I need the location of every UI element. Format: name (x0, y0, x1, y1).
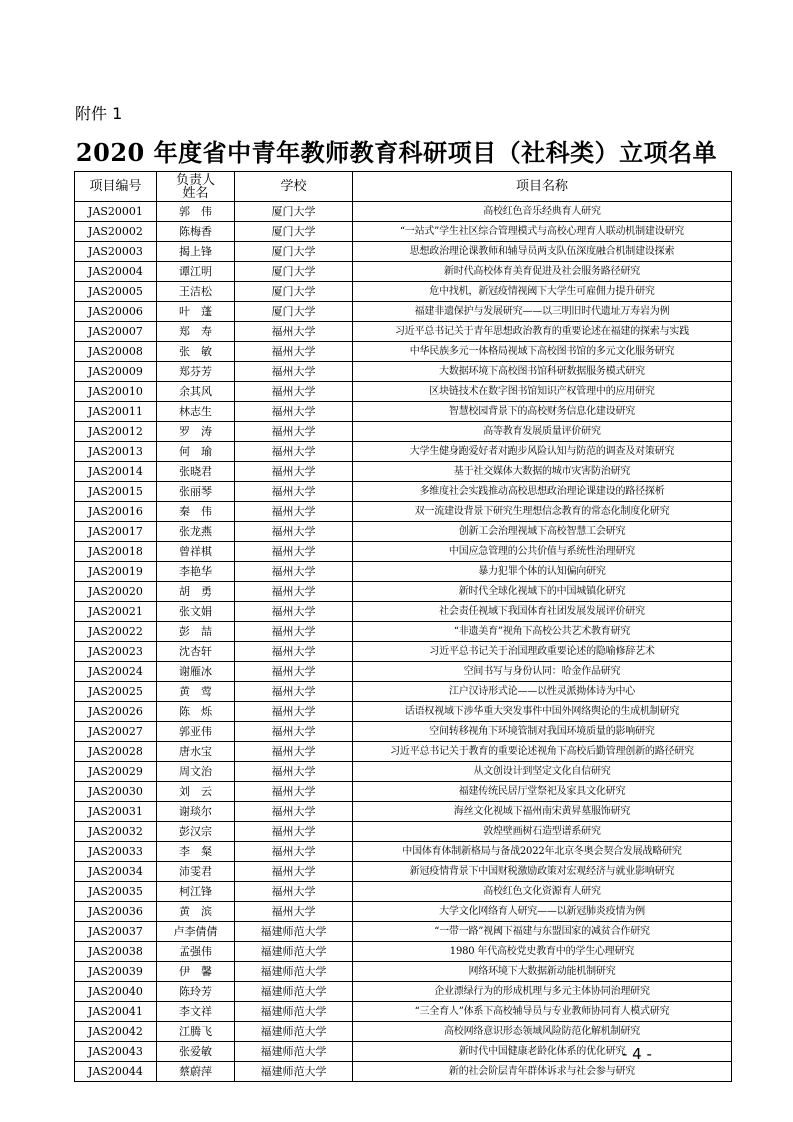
table-row (75, 642, 732, 662)
table-row (75, 942, 732, 962)
project-title-cell: 高等教育发展质量评价研究 (353, 422, 732, 442)
project-title-cell: 基于社交媒体大数据的城市灾害防治研究 (353, 462, 732, 482)
leader-name-cell: 张晓君 (157, 462, 235, 482)
school-cell: 福州大学 (235, 602, 353, 622)
project-title-cell: 新冠疫情背景下中国财税激励政策对宏观经济与就业影响研究 (353, 862, 732, 882)
school-cell: 福州大学 (235, 702, 353, 722)
leader-name-cell: 沈杏轩 (157, 642, 235, 662)
school-cell: 福州大学 (235, 682, 353, 702)
project-id-cell: JAS20026 (75, 702, 157, 722)
project-title-cell: 高校红色音乐经典育人研究 (353, 202, 732, 222)
project-title-cell: 从文创设计到坚定文化自信研究 (353, 762, 732, 782)
leader-name-cell: 黄 滨 (157, 902, 235, 922)
project-id-cell: JAS20001 (75, 202, 157, 222)
table-row (75, 502, 732, 522)
leader-name-cell: 张 敏 (157, 342, 235, 362)
project-title-cell: 中国应急管理的公共价值与系统性治理研究 (353, 542, 732, 562)
school-cell: 厦门大学 (235, 222, 353, 242)
project-title-cell: 习近平总书记关于治国理政重要论述的隐喻修辞艺术 (353, 642, 732, 662)
school-cell: 福州大学 (235, 742, 353, 762)
project-title-cell: “一站式”学生社区综合管理模式与高校心理育人联动机制建设研究 (353, 222, 732, 242)
school-cell: 厦门大学 (235, 262, 353, 282)
table-row (75, 462, 732, 482)
school-cell: 福州大学 (235, 382, 353, 402)
project-id-cell: JAS20007 (75, 322, 157, 342)
table-row (75, 302, 732, 322)
table-row (75, 282, 732, 302)
leader-name-cell: 郭 伟 (157, 202, 235, 222)
leader-name-cell: 刘 云 (157, 782, 235, 802)
project-id-cell: JAS20018 (75, 542, 157, 562)
project-id-cell: JAS20005 (75, 282, 157, 302)
project-title-cell: 双一流建设背景下研究生理想信念教育的常态化制度化研究 (353, 502, 732, 522)
school-cell: 福州大学 (235, 422, 353, 442)
project-id-cell: JAS20011 (75, 402, 157, 422)
leader-name-cell: 揭上锋 (157, 242, 235, 262)
leader-name-cell: 张爱敏 (157, 1042, 235, 1062)
project-id-cell: JAS20015 (75, 482, 157, 502)
project-list-table (74, 171, 732, 1082)
project-title-cell: 网络环境下大数据新动能机制研究 (353, 962, 732, 982)
header-project-id: 项目编号 (75, 172, 157, 202)
school-cell: 福州大学 (235, 822, 353, 842)
leader-name-cell: 曾祥棋 (157, 542, 235, 562)
table-row (75, 422, 732, 442)
leader-name-cell: 伊 馨 (157, 962, 235, 982)
school-cell: 福建师范大学 (235, 962, 353, 982)
project-title-cell: 区块链技术在数字图书馆知识产权管理中的应用研究 (353, 382, 732, 402)
leader-name-cell: 谢雁冰 (157, 662, 235, 682)
table-header-row (75, 172, 732, 202)
project-id-cell: JAS20042 (75, 1022, 157, 1042)
project-title-cell: 智慧校园背景下的高校财务信息化建设研究 (353, 402, 732, 422)
table-row (75, 822, 732, 842)
table-row (75, 702, 732, 722)
table-row (75, 1022, 732, 1042)
table-row (75, 922, 732, 942)
project-id-cell: JAS20017 (75, 522, 157, 542)
school-cell: 福州大学 (235, 722, 353, 742)
project-id-cell: JAS20023 (75, 642, 157, 662)
leader-name-cell: 张丽琴 (157, 482, 235, 502)
page-number: - 4 - (622, 1045, 652, 1063)
project-id-cell: JAS20020 (75, 582, 157, 602)
school-cell: 福州大学 (235, 762, 353, 782)
project-id-cell: JAS20038 (75, 942, 157, 962)
project-id-cell: JAS20019 (75, 562, 157, 582)
project-id-cell: JAS20039 (75, 962, 157, 982)
table-row (75, 482, 732, 502)
project-title-cell: 暴力犯罪个体的认知偏向研究 (353, 562, 732, 582)
table-row (75, 522, 732, 542)
project-title-cell: 1980 年代高校党史教育中的学生心理研究 (353, 942, 732, 962)
school-cell: 福建师范大学 (235, 922, 353, 942)
table-row (75, 862, 732, 882)
project-id-cell: JAS20043 (75, 1042, 157, 1062)
table-row (75, 762, 732, 782)
leader-name-cell: 陈玲芳 (157, 982, 235, 1002)
project-id-cell: JAS20031 (75, 802, 157, 822)
project-id-cell: JAS20004 (75, 262, 157, 282)
school-cell: 福州大学 (235, 542, 353, 562)
project-title-cell: 创新工会治理视域下高校智慧工会研究 (353, 522, 732, 542)
leader-name-cell: 周文治 (157, 762, 235, 782)
project-title-cell: 新时代高校体育美育促进及社会服务路径研究 (353, 262, 732, 282)
leader-name-cell: 彭 喆 (157, 622, 235, 642)
leader-name-cell: 李艳华 (157, 562, 235, 582)
leader-name-cell: 陈 烁 (157, 702, 235, 722)
leader-name-cell: 李 粲 (157, 842, 235, 862)
leader-name-cell: 彭汉宗 (157, 822, 235, 842)
leader-name-cell: 郑芬芳 (157, 362, 235, 382)
project-id-cell: JAS20032 (75, 822, 157, 842)
project-title-cell: 习近平总书记关于青年思想政治教育的重要论述在福建的探索与实践 (353, 322, 732, 342)
project-title-cell: 社会责任视域下我国体育社团发展发展评价研究 (353, 602, 732, 622)
project-title-cell: 高校网络意识形态领域风险防范化解机制研究 (353, 1022, 732, 1042)
leader-name-cell: 李文祥 (157, 1002, 235, 1022)
header-school: 学校 (235, 172, 353, 202)
school-cell: 福州大学 (235, 322, 353, 342)
leader-name-cell: 林志生 (157, 402, 235, 422)
project-id-cell: JAS20036 (75, 902, 157, 922)
school-cell: 福州大学 (235, 622, 353, 642)
school-cell: 福州大学 (235, 842, 353, 862)
project-title-cell: 新时代中国健康老龄化体系的优化研究 (353, 1042, 732, 1062)
project-title-cell: “三全育人”体系下高校辅导员与专业教师协同育人模式研究 (353, 1002, 732, 1022)
project-title-cell: 话语权视域下涉华重大突发事件中国外网络舆论的生成机制研究 (353, 702, 732, 722)
project-title-cell: “非遗美育”视角下高校公共艺术教育研究 (353, 622, 732, 642)
project-id-cell: JAS20008 (75, 342, 157, 362)
table-row (75, 402, 732, 422)
table-row (75, 742, 732, 762)
header-project-title: 项目名称 (353, 172, 732, 202)
school-cell: 福建师范大学 (235, 1062, 353, 1082)
project-title-cell: 空间转移视角下环境管制对我国环境质量的影响研究 (353, 722, 732, 742)
project-id-cell: JAS20010 (75, 382, 157, 402)
leader-name-cell: 蔡蔚萍 (157, 1062, 235, 1082)
table-row (75, 882, 732, 902)
table-row (75, 962, 732, 982)
project-id-cell: JAS20021 (75, 602, 157, 622)
leader-name-cell: 柯江锋 (157, 882, 235, 902)
school-cell: 福州大学 (235, 482, 353, 502)
table-row (75, 382, 732, 402)
leader-name-cell: 叶 蓬 (157, 302, 235, 322)
school-cell: 福州大学 (235, 562, 353, 582)
project-title-cell: 福建传统民居厅堂祭祀及家具文化研究 (353, 782, 732, 802)
leader-name-cell: 谭江明 (157, 262, 235, 282)
school-cell: 福建师范大学 (235, 1002, 353, 1022)
school-cell: 福州大学 (235, 502, 353, 522)
project-id-cell: JAS20016 (75, 502, 157, 522)
table-row (75, 842, 732, 862)
table-row (75, 542, 732, 562)
school-cell: 厦门大学 (235, 302, 353, 322)
school-cell: 福州大学 (235, 402, 353, 422)
table-row (75, 582, 732, 602)
project-id-cell: JAS20024 (75, 662, 157, 682)
project-id-cell: JAS20013 (75, 442, 157, 462)
project-title-cell: 新时代全球化视域下的中国城镇化研究 (353, 582, 732, 602)
school-cell: 福建师范大学 (235, 1042, 353, 1062)
header-leader-name: 负责人 姓名 (157, 172, 235, 202)
project-id-cell: JAS20037 (75, 922, 157, 942)
leader-name-cell: 江腾飞 (157, 1022, 235, 1042)
school-cell: 福建师范大学 (235, 942, 353, 962)
project-title-cell: 福建非遗保护与发展研究——以三明旧时代遗址万寿岩为例 (353, 302, 732, 322)
project-id-cell: JAS20035 (75, 882, 157, 902)
project-title-cell: 敦煌壁画树石造型谱系研究 (353, 822, 732, 842)
table-row (75, 622, 732, 642)
project-id-cell: JAS20034 (75, 862, 157, 882)
table-row (75, 802, 732, 822)
table-row (75, 1002, 732, 1022)
project-title-cell: 中国体育体制新格局与备战2022年北京冬奥会契合发展战略研究 (353, 842, 732, 862)
project-id-cell: JAS20027 (75, 722, 157, 742)
leader-name-cell: 王洁松 (157, 282, 235, 302)
school-cell: 福州大学 (235, 462, 353, 482)
project-id-cell: JAS20033 (75, 842, 157, 862)
project-title-cell: 危中找机，新冠疫情视阈下大学生可雇佣力提升研究 (353, 282, 732, 302)
table-row (75, 442, 732, 462)
leader-name-cell: 郑 寿 (157, 322, 235, 342)
project-title-cell: 大学生健身跑爱好者对跑步风险认知与防范的调查及对策研究 (353, 442, 732, 462)
project-id-cell: JAS20030 (75, 782, 157, 802)
school-cell: 福建师范大学 (235, 1022, 353, 1042)
school-cell: 福州大学 (235, 582, 353, 602)
school-cell: 福州大学 (235, 862, 353, 882)
project-id-cell: JAS20006 (75, 302, 157, 322)
leader-name-cell: 孟强伟 (157, 942, 235, 962)
leader-name-cell: 陈梅香 (157, 222, 235, 242)
project-title-cell: 高校红色文化资源育人研究 (353, 882, 732, 902)
project-id-cell: JAS20002 (75, 222, 157, 242)
leader-name-cell: 郭亚伟 (157, 722, 235, 742)
project-id-cell: JAS20041 (75, 1002, 157, 1022)
project-title-cell: “一带一路”视阈下福建与东盟国家的减贫合作研究 (353, 922, 732, 942)
table-row (75, 322, 732, 342)
project-title-cell: 新的社会阶层青年群体诉求与社会参与研究 (353, 1062, 732, 1082)
leader-name-cell: 秦 伟 (157, 502, 235, 522)
leader-name-cell: 张文娟 (157, 602, 235, 622)
project-id-cell: JAS20028 (75, 742, 157, 762)
school-cell: 福州大学 (235, 442, 353, 462)
school-cell: 福州大学 (235, 522, 353, 542)
table-body (75, 202, 732, 1082)
table-row (75, 782, 732, 802)
table-row (75, 222, 732, 242)
school-cell: 福州大学 (235, 342, 353, 362)
table-row (75, 982, 732, 1002)
school-cell: 福州大学 (235, 642, 353, 662)
document-title: 2020 年度省中青年教师教育科研项目（社科类）立项名单 (75, 138, 718, 167)
attachment-label: 附件 1 (75, 104, 123, 123)
project-id-cell: JAS20029 (75, 762, 157, 782)
project-id-cell: JAS20040 (75, 982, 157, 1002)
project-id-cell: JAS20025 (75, 682, 157, 702)
project-title-cell: 江户汉诗形式论——以性灵派拗体诗为中心 (353, 682, 732, 702)
school-cell: 福州大学 (235, 902, 353, 922)
project-title-cell: 大学文化网络育人研究——以新冠肺炎疫情为例 (353, 902, 732, 922)
leader-name-cell: 黄 莺 (157, 682, 235, 702)
table-row (75, 262, 732, 282)
table-row (75, 682, 732, 702)
project-title-cell: 空间书写与身份认同：哈金作品研究 (353, 662, 732, 682)
leader-name-cell: 何 瑜 (157, 442, 235, 462)
leader-name-cell: 谢琰尔 (157, 802, 235, 822)
school-cell: 厦门大学 (235, 242, 353, 262)
school-cell: 福州大学 (235, 882, 353, 902)
project-id-cell: JAS20022 (75, 622, 157, 642)
leader-name-cell: 胡 勇 (157, 582, 235, 602)
school-cell: 厦门大学 (235, 202, 353, 222)
project-id-cell: JAS20014 (75, 462, 157, 482)
leader-name-cell: 卢李倩倩 (157, 922, 235, 942)
leader-name-cell: 罗 涛 (157, 422, 235, 442)
project-title-cell: 中华民族多元一体格局视域下高校图书馆的多元文化服务研究 (353, 342, 732, 362)
table-row (75, 1062, 732, 1082)
project-title-cell: 海丝文化视域下福州南宋黄昇墓服饰研究 (353, 802, 732, 822)
project-id-cell: JAS20044 (75, 1062, 157, 1082)
school-cell: 厦门大学 (235, 282, 353, 302)
table-row (75, 202, 732, 222)
school-cell: 福州大学 (235, 782, 353, 802)
table-row (75, 242, 732, 262)
project-id-cell: JAS20009 (75, 362, 157, 382)
table-row (75, 602, 732, 622)
project-title-cell: 企业漂绿行为的形成机理与多元主体协同治理研究 (353, 982, 732, 1002)
project-title-cell: 习近平总书记关于教育的重要论述视角下高校后勤管理创新的路径研究 (353, 742, 732, 762)
school-cell: 福州大学 (235, 662, 353, 682)
table-row (75, 902, 732, 922)
table-row (75, 722, 732, 742)
school-cell: 福州大学 (235, 362, 353, 382)
leader-name-cell: 张龙燕 (157, 522, 235, 542)
table-row (75, 562, 732, 582)
project-id-cell: JAS20012 (75, 422, 157, 442)
table-row (75, 662, 732, 682)
table-row (75, 362, 732, 382)
project-title-cell: 思想政治理论课教师和辅导员两支队伍深度融合机制建设探索 (353, 242, 732, 262)
leader-name-cell: 唐水宝 (157, 742, 235, 762)
school-cell: 福建师范大学 (235, 982, 353, 1002)
project-id-cell: JAS20003 (75, 242, 157, 262)
leader-name-cell: 余其风 (157, 382, 235, 402)
leader-name-cell: 沛雯君 (157, 862, 235, 882)
school-cell: 福州大学 (235, 802, 353, 822)
project-title-cell: 大数据环境下高校图书馆科研数据服务模式研究 (353, 362, 732, 382)
project-title-cell: 多维度社会实践推动高校思想政治理论课建设的路径探析 (353, 482, 732, 502)
table-row (75, 342, 732, 362)
